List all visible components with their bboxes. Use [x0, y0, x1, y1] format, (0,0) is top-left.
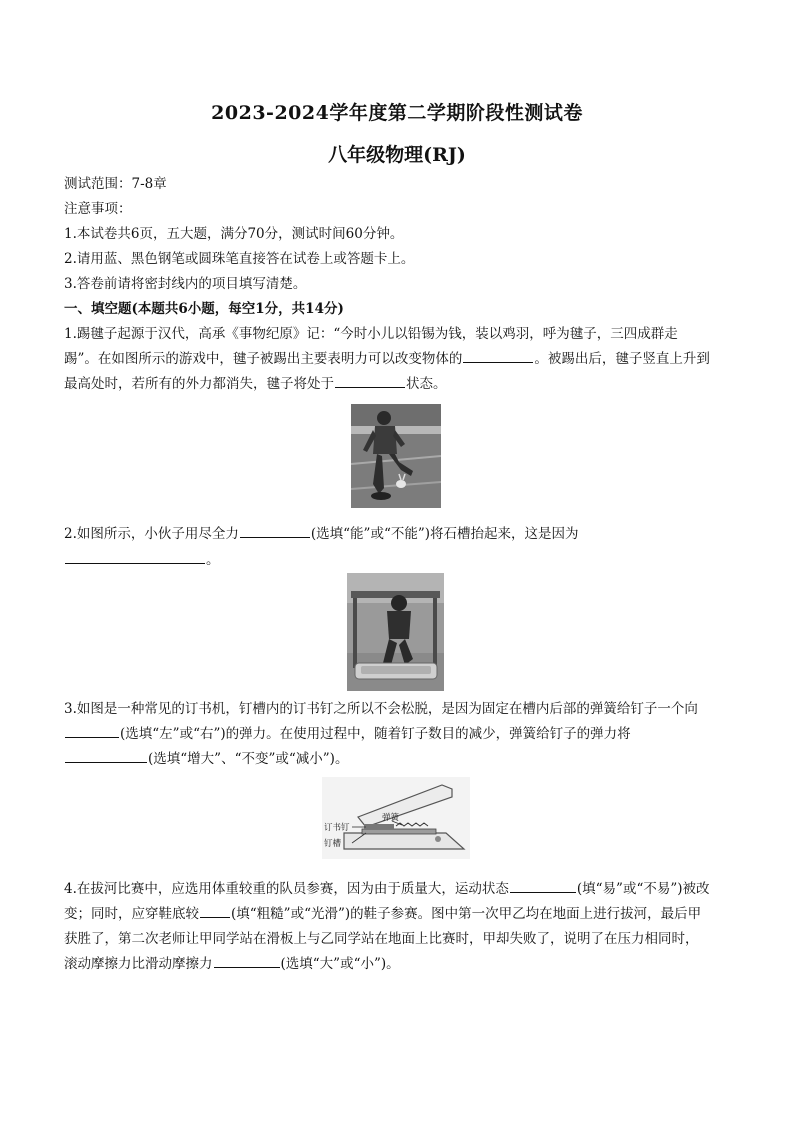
q2-blank-1[interactable]: [240, 523, 310, 538]
note-2: 2.请用蓝、黑色钢笔或圆珠笔直接答在试卷上或答题卡上。: [64, 251, 415, 267]
q1-text-3a: 最高处时，若所有的外力都消失，毽子将处于: [64, 376, 334, 392]
q4-line-1: [64, 877, 736, 901]
q4-text-1a: 4.在拔河比赛中，应选用体重较重的队员参赛，因为由于质量大，运动状态: [64, 881, 509, 897]
exam-title: 2023-2024学年度第二学期阶段性测试卷: [211, 102, 583, 124]
q4-line-3: 获胜了，第二次老师让甲同学站在滑板上与乙同学站在地面上比赛时，甲却失败了，说明了在压力相同时，: [64, 931, 699, 947]
q2-text-1a: 2.如图所示，小伙子用尽全力: [64, 526, 239, 542]
q2-line-2: [64, 548, 736, 572]
spring-label: 弹簧: [382, 813, 400, 823]
q1-shuttlecock-photo: [351, 404, 441, 508]
q3-stapler-diagram: [322, 777, 470, 859]
q3-blank-1[interactable]: [65, 723, 119, 738]
q4-blank-2[interactable]: [200, 903, 230, 918]
q3-line-2: [64, 722, 736, 746]
q1-line-2: [64, 347, 736, 371]
q3-text-3b: (选填“增大”、“不变”或“减小”)。: [148, 751, 349, 767]
notice-title: 注意事项：: [64, 201, 132, 217]
q4-text-1b: (填“易”或“不易”)被改: [576, 881, 710, 897]
q4-text-2a: 变；同时，应穿鞋底较: [64, 906, 199, 922]
q2-stone-trough-photo: [347, 573, 444, 691]
q4-line-4: [64, 952, 736, 976]
q4-text-2b: (填“粗糙”或“光滑”)的鞋子参赛。图中第一次甲乙均在地面上进行拔河，最后甲: [231, 906, 702, 922]
q1-line-1: 1.踢毽子起源于汉代，高承《事物纪原》记：“今时小儿以铅锡为钱，装以鸡羽，呼为毽子，三四成群走: [64, 326, 678, 342]
q1-text-2a: 踢”。在如图所示的游戏中，毽子被踢出主要表明力可以改变物体的: [64, 351, 463, 367]
q1-line-3: [64, 372, 736, 396]
q3-line-3: [64, 747, 736, 771]
q2-text-1b: (选填“能”或“不能”)将石槽抬起来，这是因为: [310, 526, 579, 542]
note-3: 3.答卷前请将密封线内的项目填写清楚。: [64, 276, 307, 292]
q3-blank-2[interactable]: [65, 748, 147, 763]
slot-label: 钉槽: [324, 839, 342, 849]
q1-blank-1[interactable]: [463, 348, 533, 363]
q1-text-3b: 状态。: [406, 376, 447, 392]
q4-line-2: [64, 902, 736, 926]
test-scope: 测试范围：7-8章: [64, 176, 167, 192]
q1-blank-2[interactable]: [335, 373, 405, 388]
section-heading: 一、填空题(本题共6小题，每空1分，共14分): [64, 301, 344, 317]
q3-line-1: 3.如图是一种常见的订书机，钉槽内的订书钉之所以不会松脱，是因为固定在槽内后部的弹簧给钉子一个向: [64, 701, 698, 717]
q2-line-1: [64, 522, 736, 546]
q4-text-4a: 滚动摩擦力比滑动摩擦力: [64, 956, 213, 972]
q4-blank-3[interactable]: [214, 953, 280, 968]
q1-text-2b: 。被踢出后，毽子竖直上升到: [534, 351, 710, 367]
note-1: 1.本试卷共6页，五大题，满分70分，测试时间60分钟。: [64, 226, 404, 242]
q2-text-2b: 。: [206, 552, 220, 568]
staple-label: 订书钉: [324, 823, 350, 833]
q4-blank-1[interactable]: [510, 878, 576, 893]
q3-text-2b: (选填“左”或“右”)的弹力。在使用过程中，随着钉子数目的减少，弹簧给钉子的弹力将: [120, 726, 631, 742]
exam-subtitle: 八年级物理(RJ): [328, 144, 466, 166]
q4-text-4b: (选填“大”或“小”)。: [280, 956, 400, 972]
q2-blank-2[interactable]: [65, 549, 205, 564]
